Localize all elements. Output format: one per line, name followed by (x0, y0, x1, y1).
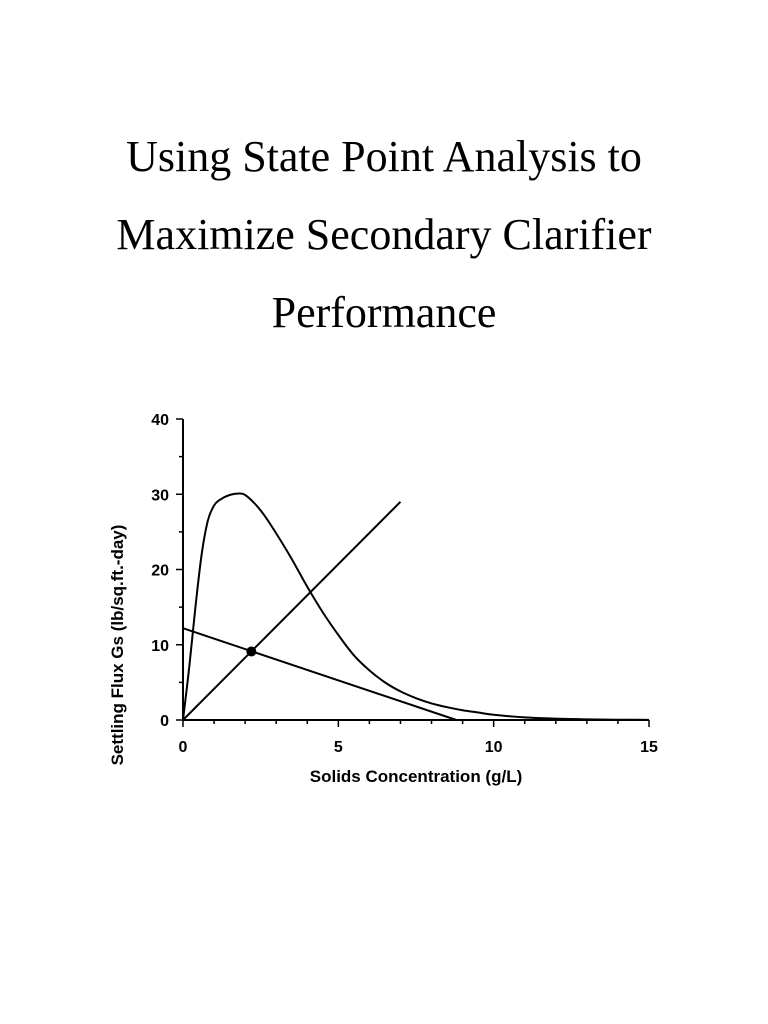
y-tick-label: 10 (151, 637, 169, 655)
y-axis-label: Settling Flux Gs (lb/sq.ft.-day) (108, 524, 127, 766)
title-line-3: Performance (271, 288, 497, 337)
overflow-rate-line (183, 502, 400, 720)
settling-flux-chart (0, 395, 768, 805)
x-tick-label: 15 (640, 739, 658, 756)
flux-curve (183, 493, 649, 720)
x-tick-label: 0 (178, 739, 188, 756)
x-axis-label: Solids Concentration (g/L) (309, 767, 523, 786)
chart-axes (151, 412, 658, 756)
x-tick-label: 10 (484, 739, 503, 756)
y-tick-label: 40 (151, 412, 169, 429)
y-tick-label: 30 (151, 487, 169, 505)
y-tick-label: 0 (160, 713, 169, 730)
title-line-1: Using State Point Analysis to (126, 132, 642, 181)
state-point-marker (246, 647, 256, 657)
chart-marks (183, 493, 649, 720)
title-line-2: Maximize Secondary Clarifier (116, 210, 652, 259)
x-tick-label: 5 (333, 739, 343, 756)
y-tick-label: 20 (151, 562, 169, 580)
underflow-rate-line (183, 628, 456, 720)
page-title (0, 118, 768, 352)
